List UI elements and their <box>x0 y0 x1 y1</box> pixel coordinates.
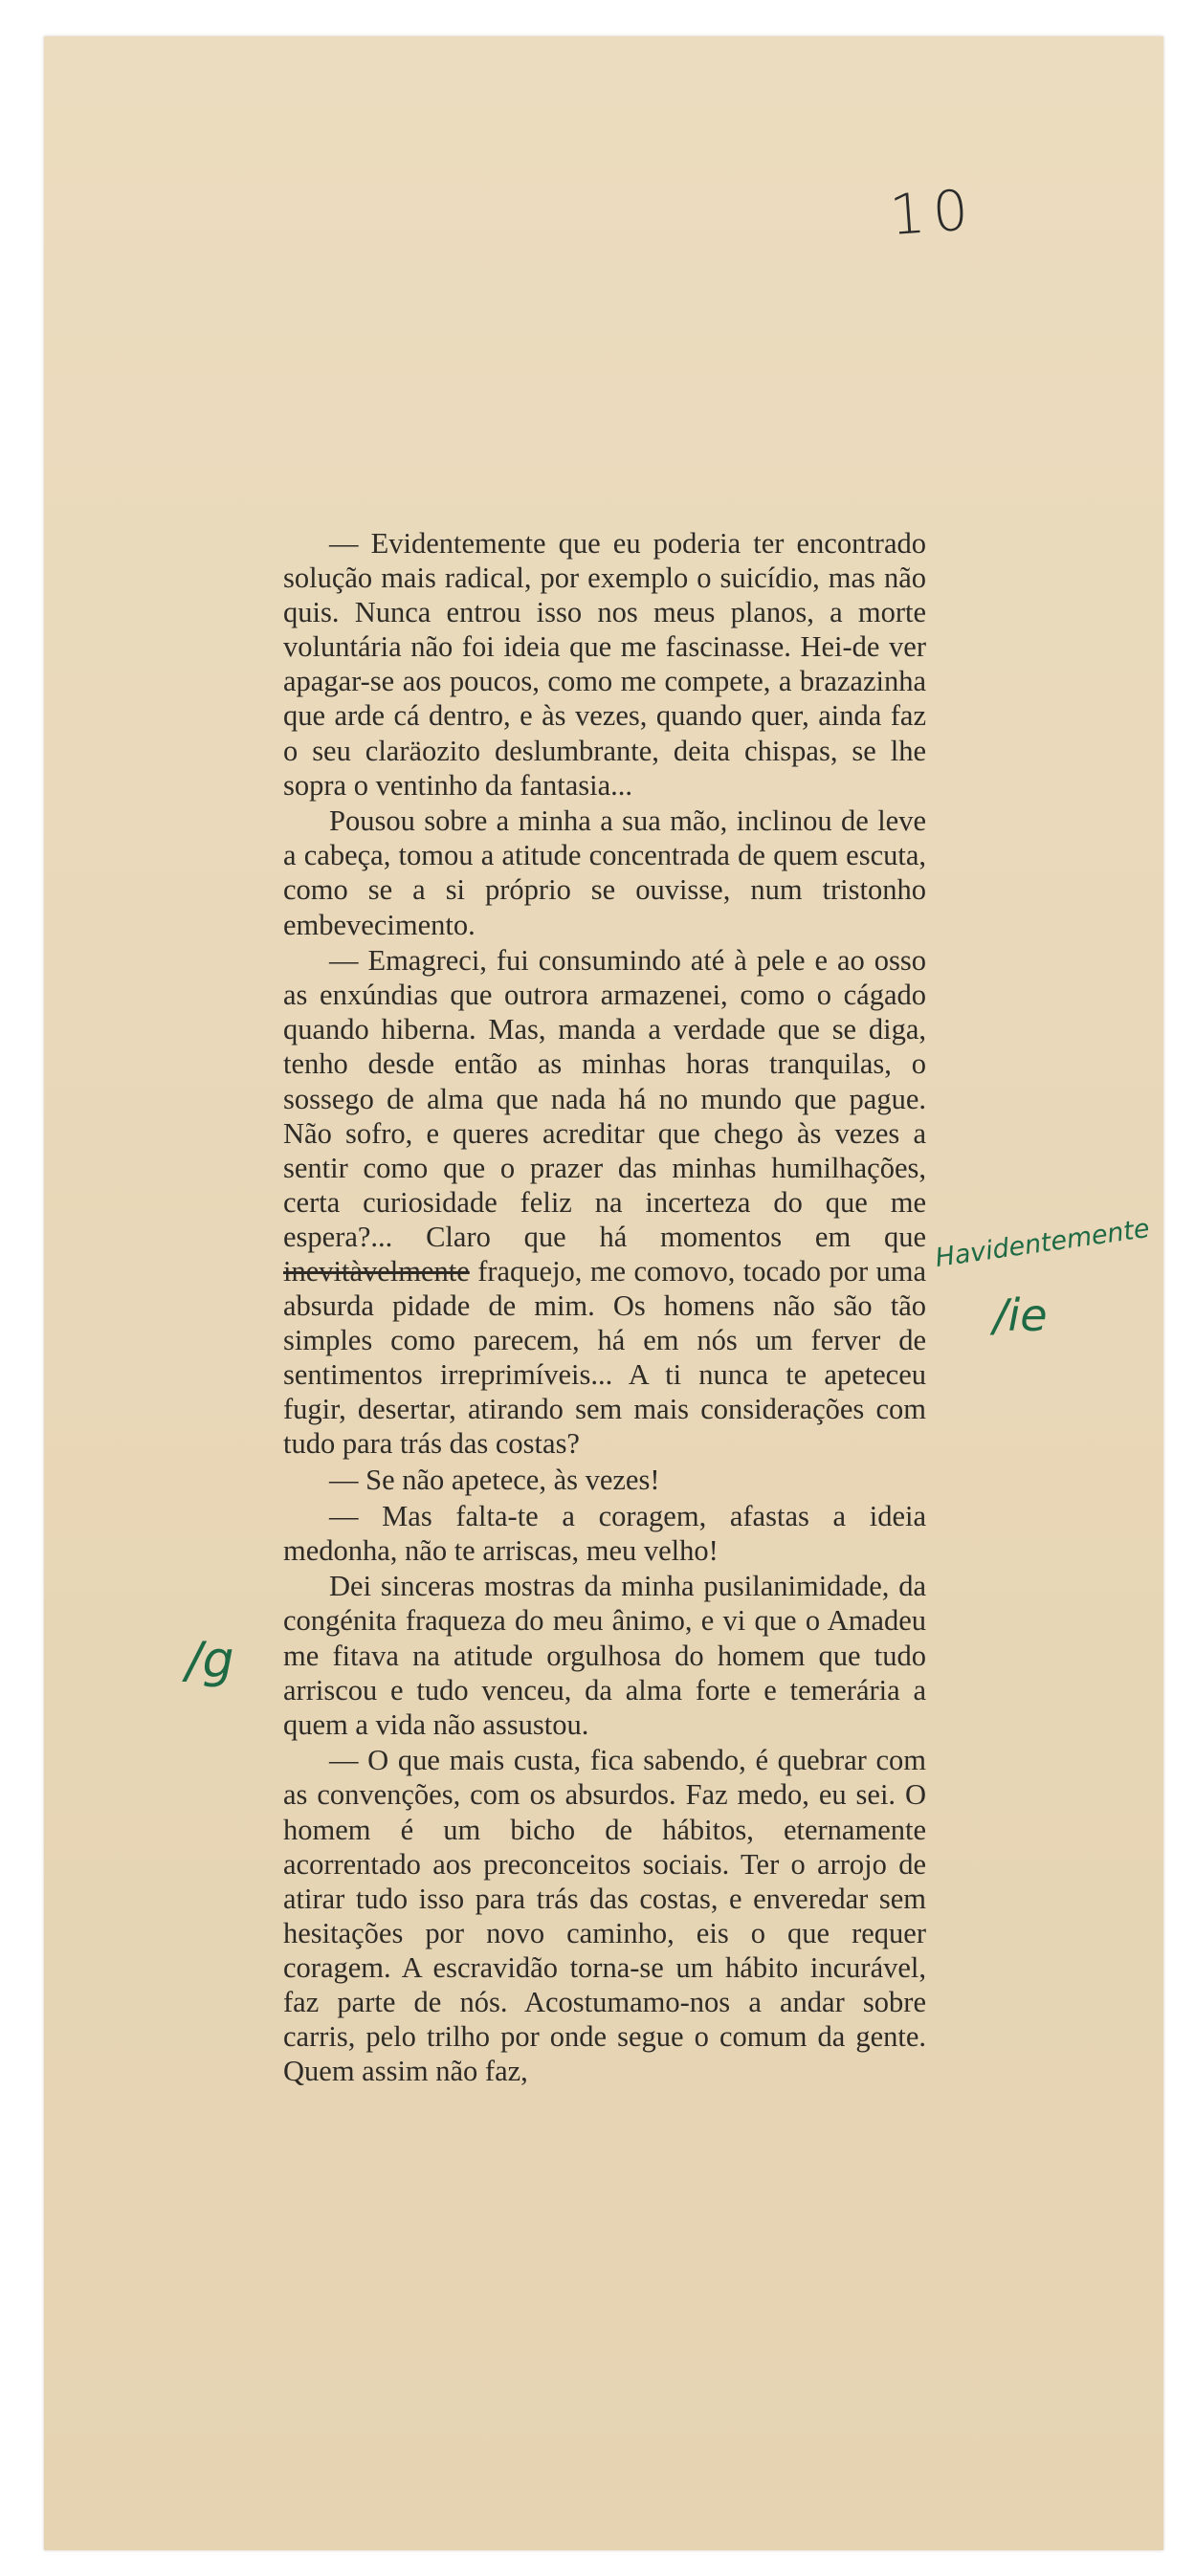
margin-correction-mark: /ie <box>993 1289 1048 1341</box>
typescript-page <box>44 36 1163 2550</box>
page-number: 10 <box>887 176 979 249</box>
paragraph-7: — O que mais custa, fica sabendo, é quebrar com as convenções, com os absurdos. Faz medo, eu sei. O homem é um bicho de hábitos, eternamente acorrentado aos preconceitos sociais. Ter o arrojo de atirar tudo isso para trás das costas, e enveredar sem hesitações por novo caminho, eis o que requer coragem. A escravidão torna-se um hábito incurável, faz parte de nós. Acostumamo-nos a andar sobre carris, pelo trilho por onde segue o comum da gente. Quem assim não faz, <box>283 1744 926 2088</box>
left-margin-mark: /g <box>186 1632 234 1689</box>
paragraph-1: — Evidentemente que eu poderia ter encontrado solução mais radical, por exemplo o suicídio, mas não quis. Nunca entrou isso nos meus planos, a morte voluntária não foi ideia que me fascinasse. Hei-de ver apagar-se aos poucos, como me compete, a brazazinha que arde cá dentro, e às vezes, quando quer, ainda faz o seu claräozito deslumbrante, deita chispas, se lhe sopra o ventinho da fantasia... <box>283 527 926 802</box>
struck-word: inevitàvelmente <box>283 1255 470 1288</box>
body-text <box>283 526 926 2090</box>
paragraph-3-text-before: — Emagreci, fui consumindo até à pele e ao osso as enxúndias que outrora armazenei, como o cágado quando hiberna. Mas, manda a verdade que se diga, tenho desde então as minhas horas tranquilas, o sossego de alma que nada há no mundo que pague. Não sofro, e queres acreditar que chego às vezes a sentir como que o prazer das minhas humilhações, certa curiosidade feliz na incerteza do que me espera?... Claro que há momentos em que <box>283 944 926 1253</box>
paragraph-5: — Mas falta-te a coragem, afastas a ideia medonha, não te arriscas, meu velho! <box>283 1499 926 1567</box>
paragraph-3-text-after: fraquejo, me comovo, tocado por uma absurda pidade de mim. Os homens não são tão simples como parecem, há em nós um ferver de sentimentos irreprimíveis... A ti nunca te apeteceu fugir, desertar, atirando sem mais considerações com tudo para trás das costas? <box>283 1255 927 1461</box>
paragraph-2: Pousou sobre a minha a sua mão, inclinou de leve a cabeça, tomou a atitude concentrada de quem escuta, como se a si próprio se ouvisse, num tristonho embevecimento. <box>283 804 926 941</box>
paragraph-6: Dei sinceras mostras da minha pusilanimidade, da congénita fraqueza do meu ânimo, e vi que o Amadeu me fitava na atitude orgulhosa do homem que tudo arriscou e tudo venceu, da alma forte e temerária a quem a vida não assustou. <box>283 1570 926 1741</box>
margin-annotation-word: Havidentemente <box>933 1213 1152 1273</box>
paragraph-3 <box>283 943 926 1461</box>
paragraph-4: — Se não apetece, às vezes! <box>329 1464 660 1497</box>
